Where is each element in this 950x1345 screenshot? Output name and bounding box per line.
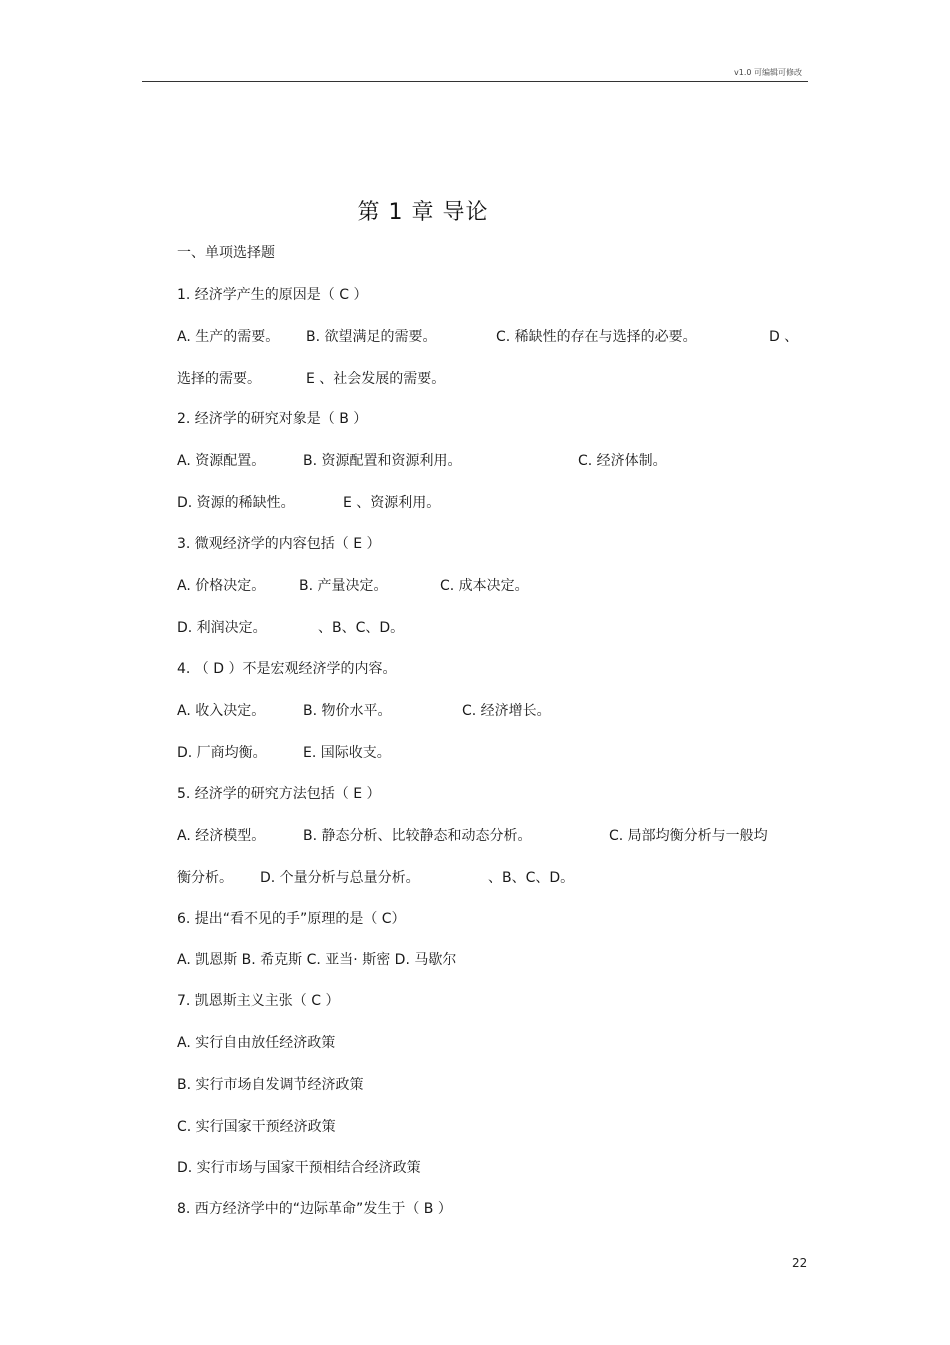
question-7-stem: 7. 凯恩斯主义主张（ C ） [177, 993, 340, 1009]
question-2-option-c: C. 经济体制。 [578, 453, 667, 469]
question-8-stem: 8. 西方经济学中的“边际革命”发生于（ B ） [177, 1201, 452, 1217]
question-7-option-a: A. 实行自由放任经济政策 [177, 1035, 336, 1051]
chapter-title: 第 1 章 导论 [357, 200, 489, 225]
question-5-option-b: B. 静态分析、比较静态和动态分析。 [303, 828, 532, 844]
question-6-stem: 6. 提出“看不见的手”原理的是（ C） [177, 911, 406, 927]
question-6-options: A. 凯恩斯 B. 希克斯 C. 亚当· 斯密 D. 马歇尔 [177, 952, 457, 968]
question-2-stem: 2. 经济学的研究对象是（ B ） [177, 411, 368, 427]
question-1-option-e: E 、社会发展的需要。 [306, 371, 446, 387]
question-3-stem: 3. 微观经济学的内容包括（ E ） [177, 536, 381, 552]
question-3-option-e: 、B、C、D。 [318, 620, 405, 636]
question-1-option-d-cont: 选择的需要。 [177, 371, 261, 387]
question-5-option-c-cont: 衡分析。 [177, 870, 233, 886]
question-5-option-c: C. 局部均衡分析与一般均 [609, 828, 768, 844]
question-1-option-d: D 、 [769, 329, 799, 345]
question-3-option-c: C. 成本决定。 [440, 578, 529, 594]
question-2-option-e: E 、资源利用。 [343, 495, 441, 511]
question-5-option-d: D. 个量分析与总量分析。 [260, 870, 420, 886]
question-5-option-a: A. 经济模型。 [177, 828, 266, 844]
question-3-option-b: B. 产量决定。 [299, 578, 388, 594]
question-4-option-e: E. 国际收支。 [303, 745, 391, 761]
question-7-option-c: C. 实行国家干预经济政策 [177, 1119, 336, 1135]
question-2-option-a: A. 资源配置。 [177, 453, 266, 469]
question-4-option-a: A. 收入决定。 [177, 703, 266, 719]
question-1-option-b: B. 欲望满足的需要。 [306, 329, 437, 345]
question-1-stem: 1. 经济学产生的原因是（ C ） [177, 287, 368, 303]
question-7-option-d: D. 实行市场与国家干预相结合经济政策 [177, 1160, 421, 1176]
question-7-option-b: B. 实行市场自发调节经济政策 [177, 1077, 364, 1093]
question-2-option-d: D. 资源的稀缺性。 [177, 495, 295, 511]
header-rule [142, 81, 808, 82]
question-1-option-c: C. 稀缺性的存在与选择的必要。 [496, 329, 697, 345]
header-version-note: v1.0 可编辑可修改 [734, 68, 802, 77]
page-number: 22 [792, 1256, 808, 1270]
question-5-option-e: 、B、C、D。 [488, 870, 575, 886]
question-2-option-b: B. 资源配置和资源利用。 [303, 453, 462, 469]
section-heading: 一、单项选择题 [177, 245, 275, 261]
question-4-option-d: D. 厂商均衡。 [177, 745, 267, 761]
question-4-option-c: C. 经济增长。 [462, 703, 551, 719]
question-4-option-b: B. 物价水平。 [303, 703, 392, 719]
question-3-option-d: D. 利润决定。 [177, 620, 267, 636]
question-3-option-a: A. 价格决定。 [177, 578, 266, 594]
question-1-option-a: A. 生产的需要。 [177, 329, 280, 345]
question-4-stem: 4. （ D ）不是宏观经济学的内容。 [177, 661, 397, 677]
question-5-stem: 5. 经济学的研究方法包括（ E ） [177, 786, 381, 802]
